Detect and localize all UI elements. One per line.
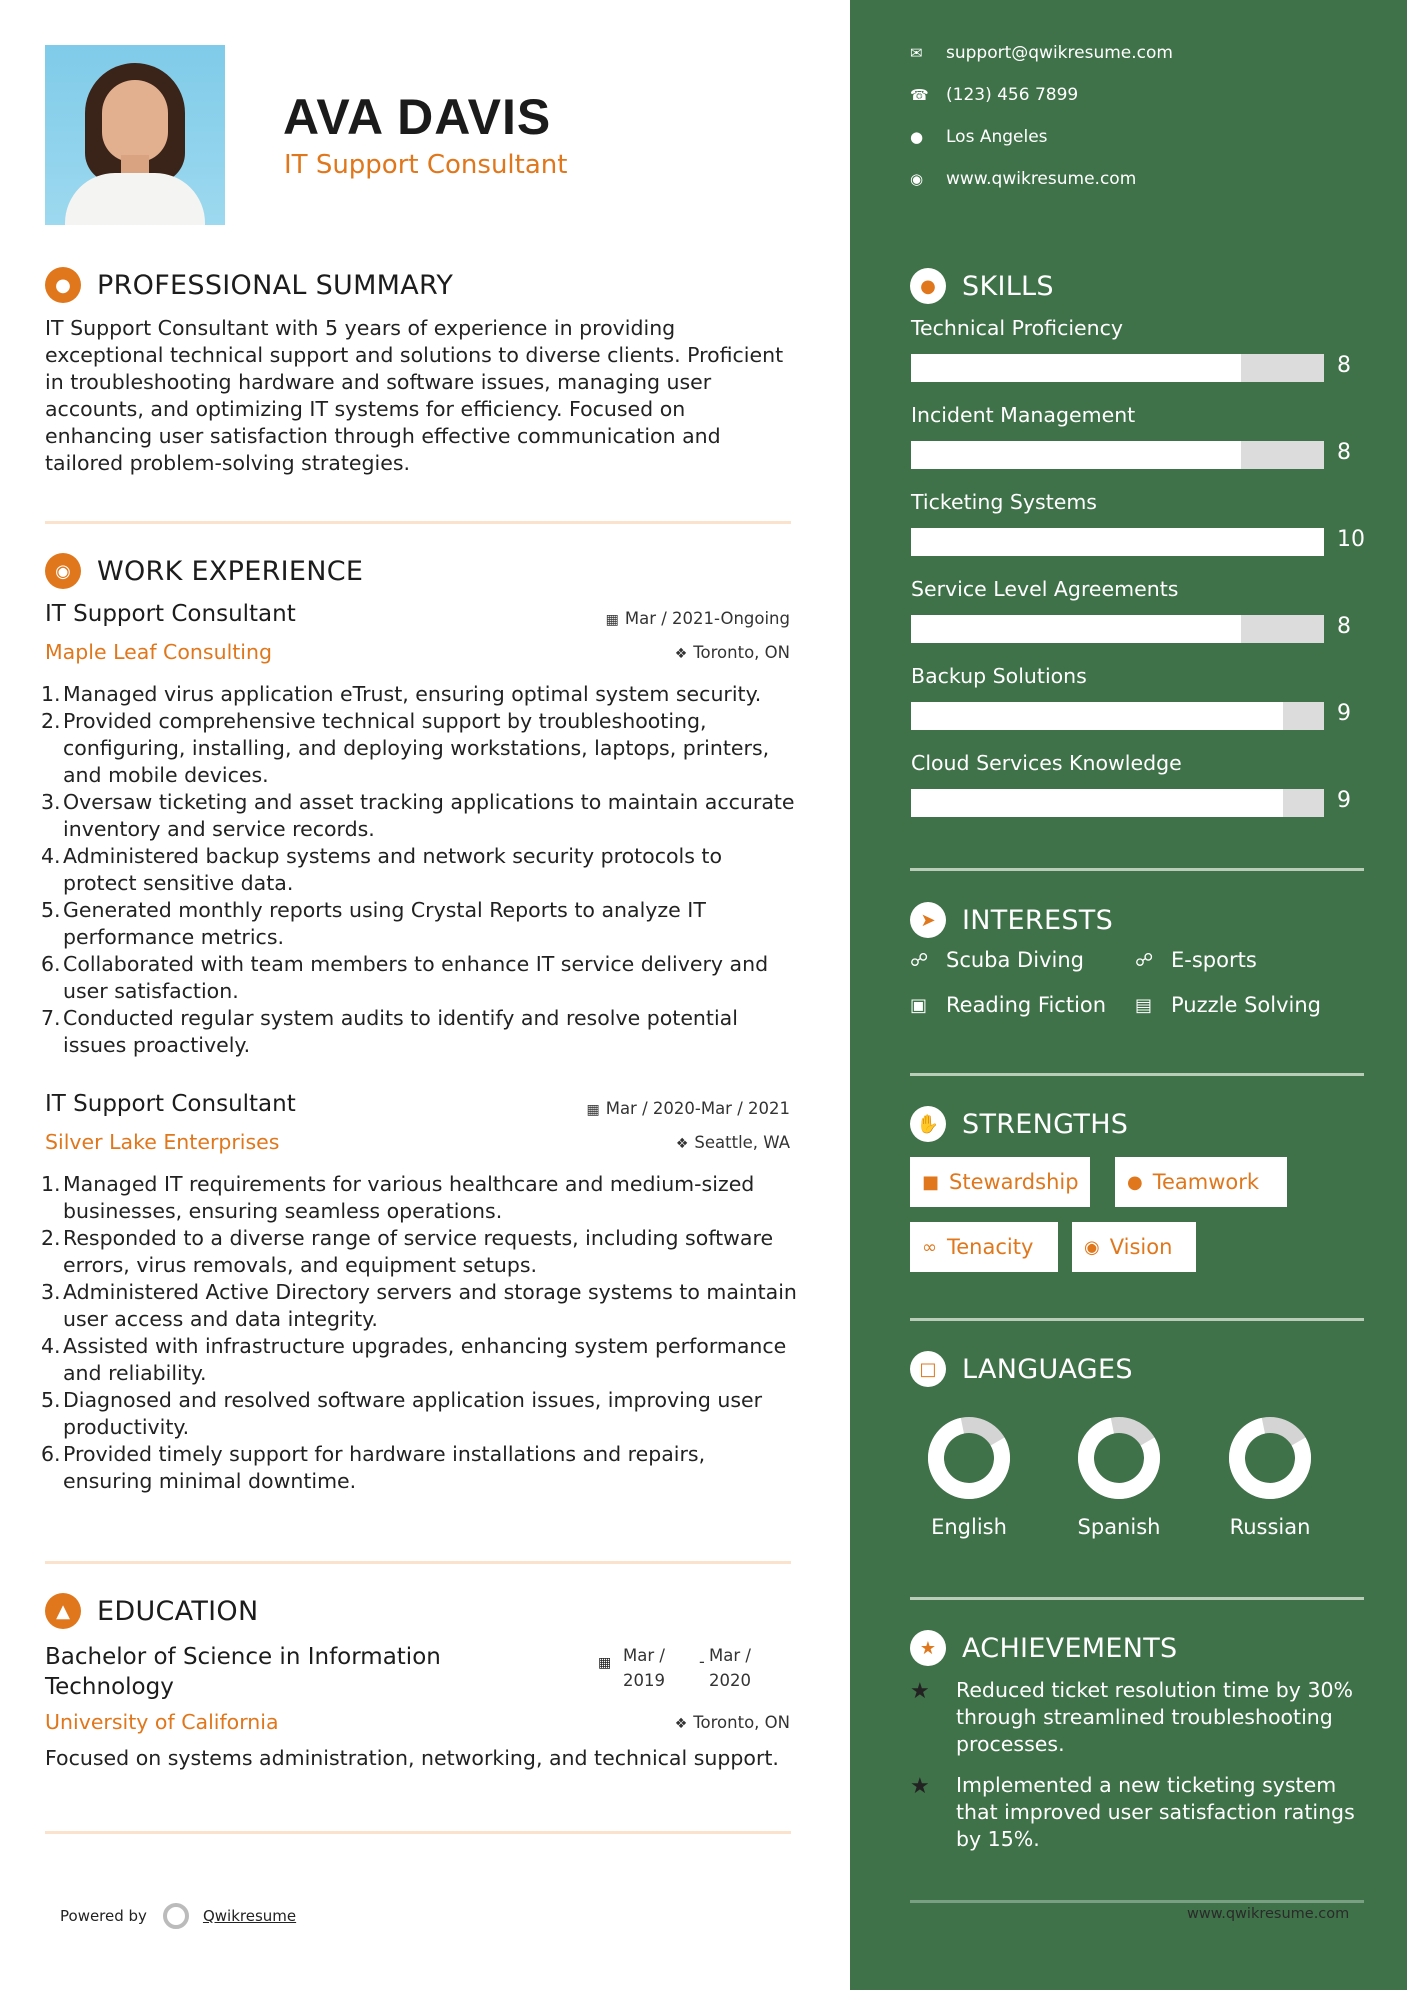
job-location: ❖ Toronto, ON (674, 643, 790, 662)
job-title: IT Support Consultant (45, 601, 296, 627)
contact-email[interactable]: ✉ support@qwikresume.com (910, 43, 1173, 63)
powered-by-label: Powered by (60, 1907, 147, 1925)
footer-powered (60, 1903, 296, 1929)
book-icon: ▤ (1135, 994, 1153, 1016)
skill-name: Incident Management (911, 403, 1136, 427)
interest-item: ☍ Scuba Diving (910, 948, 1084, 972)
achievements-heading (910, 1630, 1178, 1666)
skill-name: Technical Proficiency (911, 316, 1124, 340)
strengths-heading (910, 1106, 1128, 1142)
responsibility-item: Managed IT requirements for various healthcare and medium-sized businesses, ensuring seamless operations. (63, 1172, 755, 1223)
divider (910, 1597, 1364, 1600)
job-title: IT Support Consultant (45, 1091, 296, 1117)
education-title: EDUCATION (97, 1595, 259, 1627)
skill-value: 9 (1337, 701, 1351, 726)
experience-title: WORK EXPERIENCE (97, 555, 364, 587)
interest-item: ▣ Reading Fiction (910, 993, 1107, 1017)
binoculars-icon: ◉ (1084, 1236, 1100, 1258)
language-name: Russian (1229, 1515, 1311, 1539)
qwikresume-link[interactable]: Qwikresume (202, 1907, 297, 1925)
language-level-ring (1225, 1413, 1315, 1503)
lifebuoy-icon: ☍ (910, 949, 929, 971)
responsibility-item: Administered backup systems and network security protocols to protect sensitive data. (63, 844, 723, 895)
school: University of California (45, 1710, 279, 1734)
candidate-name: AVA DAVIS (283, 89, 552, 145)
skill-name: Cloud Services Knowledge (911, 751, 1182, 775)
achievements-title: ACHIEVEMENTS (962, 1632, 1178, 1664)
divider (910, 1073, 1364, 1076)
phone-icon: ☎ (910, 86, 929, 104)
summary-title: PROFESSIONAL SUMMARY (97, 269, 454, 301)
achievement-item: ★ Implemented a new ticketing system that improved user satisfaction ratings by 15%. (910, 1773, 1355, 1851)
skill-value: 8 (1337, 614, 1351, 639)
fist-icon: ✋ (910, 1106, 946, 1142)
education-description: Focused on systems administration, networking, and technical support. (45, 1746, 779, 1770)
divider (45, 1561, 791, 1564)
language-icon: □ (910, 1351, 946, 1387)
responsibility-item: Diagnosed and resolved software application issues, improving user productivity. (63, 1388, 763, 1439)
responsibility-item: Oversaw ticketing and asset tracking applications to maintain accurate inventory and service records. (63, 790, 795, 841)
lifebuoy-icon: ☍ (1135, 949, 1154, 971)
skill-name: Backup Solutions (911, 664, 1087, 688)
language-level-ring (924, 1413, 1014, 1503)
responsibility-item: Collaborated with team members to enhance IT service delivery and user satisfaction. (63, 952, 769, 1003)
responsibility-item: Assisted with infrastructure upgrades, enhancing system performance and reliability. (63, 1334, 787, 1385)
map-pin-icon: ● (910, 128, 924, 146)
divider (910, 1900, 1364, 1903)
interests-title: INTERESTS (962, 904, 1114, 936)
user-icon: ● (45, 267, 81, 303)
skill-bar-fill (911, 528, 1324, 556)
language-name: Spanish (1077, 1515, 1161, 1539)
skill-value: 10 (1337, 527, 1365, 552)
skill-bar-fill (911, 441, 1241, 469)
strengths-title: STRENGTHS (962, 1108, 1129, 1140)
briefcase-icon: ◉ (45, 553, 81, 589)
paper-plane-icon: ➤ (910, 902, 946, 938)
skill-name: Service Level Agreements (911, 577, 1179, 601)
job-responsibilities (63, 1171, 798, 1495)
languages-heading (910, 1351, 1133, 1387)
divider (45, 1831, 791, 1834)
contact-website[interactable]: ◉ www.qwikresume.com (910, 169, 1137, 189)
skill-bar-fill (911, 702, 1283, 730)
strength-badge: ● Teamwork (1115, 1157, 1287, 1207)
skill-bar-fill (911, 615, 1241, 643)
interests-heading (910, 902, 1113, 938)
star-icon: ★ (910, 1630, 946, 1666)
skill-bar (911, 702, 1324, 730)
skill-value: 9 (1337, 788, 1351, 813)
job-responsibilities (63, 681, 798, 1059)
language-item (1210, 1413, 1330, 1539)
skill-bar-fill (911, 789, 1283, 817)
interest-item: ☍ E-sports (1135, 948, 1257, 972)
calendar-icon: ▦ (586, 1102, 600, 1118)
footer-site[interactable]: www.qwikresume.com (1187, 1906, 1350, 1922)
responsibility-item: Managed virus application eTrust, ensuring optimal system security. (63, 682, 762, 706)
divider (45, 521, 791, 524)
education-heading (45, 1593, 258, 1629)
qwikresume-logo-icon (163, 1903, 189, 1929)
job-dates: ▦ Mar / 2020-Mar / 2021 (586, 1099, 790, 1118)
candidate-role: IT Support Consultant (284, 150, 568, 180)
link-icon: ∞ (922, 1236, 937, 1258)
divider (910, 868, 1364, 871)
date-separator: - (699, 1652, 705, 1671)
experience-heading (45, 553, 363, 589)
strength-badge: ∞ Tenacity (910, 1222, 1058, 1272)
education-start-date: Mar / 2019 (623, 1646, 665, 1690)
languages-title: LANGUAGES (962, 1353, 1133, 1385)
contact-phone[interactable]: ☎ (123) 456 7899 (910, 85, 1079, 105)
summary-text: IT Support Consultant with 5 years of experience in providing exceptional technical support and solutions to diverse clients. Proficient in troubleshooting hardware and software issues, managing user accounts, and optimizing IT systems for efficiency. Focused on enhancing user satisfaction through effective communication and tailored problem-solving strategies. (45, 316, 784, 475)
skill-value: 8 (1337, 353, 1351, 378)
graduation-icon: ▲ (45, 1593, 81, 1629)
language-item (909, 1413, 1029, 1539)
skill-bar (911, 354, 1324, 382)
responsibility-item: Provided comprehensive technical support by troubleshooting, configuring, installing, and deploying workstations, laptops, printers, and mobile devices. (63, 709, 770, 787)
divider (910, 1318, 1364, 1321)
responsibility-item: Responded to a diverse range of service requests, including software errors, virus removals, and equipment setups. (63, 1226, 774, 1277)
job-location: ❖ Seattle, WA (675, 1133, 790, 1152)
job-company: Silver Lake Enterprises (45, 1130, 280, 1154)
responsibility-item: Provided timely support for hardware installations and repairs, ensuring minimal downtime. (63, 1442, 706, 1493)
skill-bar (911, 528, 1324, 556)
responsibility-item: Generated monthly reports using Crystal Reports to analyze IT performance metrics. (63, 898, 706, 949)
pin-icon: ❖ (674, 1716, 688, 1732)
responsibility-item: Administered Active Directory servers and storage systems to maintain user access and data integrity. (63, 1280, 797, 1331)
achievement-item: ★ Reduced ticket resolution time by 30% through streamlined troubleshooting processes. (910, 1678, 1354, 1756)
language-level-ring (1074, 1413, 1164, 1503)
job-company: Maple Leaf Consulting (45, 640, 273, 664)
pin-icon: ❖ (674, 646, 688, 662)
profile-photo (45, 45, 225, 225)
shooting-star-icon: ★ (910, 1679, 930, 1704)
users-icon: ● (1127, 1171, 1143, 1193)
skill-bar-fill (911, 354, 1241, 382)
skills-title: SKILLS (962, 270, 1054, 302)
lightbulb-icon: ● (910, 268, 946, 304)
skill-bar (911, 789, 1324, 817)
skill-bar (911, 441, 1324, 469)
skill-bar (911, 615, 1324, 643)
job-dates: ▦ Mar / 2021-Ongoing (605, 609, 790, 628)
responsibility-item: Conducted regular system audits to identify and resolve potential issues proactively. (63, 1006, 738, 1057)
strength-badge: ■ Stewardship (910, 1157, 1090, 1207)
degree: Bachelor of Science in Information Technology (45, 1644, 441, 1700)
skill-name: Ticketing Systems (911, 490, 1097, 514)
language-name: English (931, 1515, 1007, 1539)
envelope-icon: ✉ (910, 44, 923, 62)
calendar-icon: ▦ (605, 612, 619, 628)
pin-icon: ❖ (675, 1136, 689, 1152)
skills-heading (910, 268, 1054, 304)
globe-icon: ◉ (910, 170, 924, 188)
summary-heading (45, 267, 453, 303)
education-location: ❖ Toronto, ON (674, 1713, 790, 1732)
gamepad-icon: ▣ (910, 994, 928, 1016)
interest-item: ▤ Puzzle Solving (1135, 993, 1321, 1017)
shooting-star-icon: ★ (910, 1774, 930, 1799)
calendar-icon: ▦ (598, 1655, 612, 1671)
education-end-date: Mar / 2020 (709, 1646, 751, 1690)
briefcase-icon: ■ (922, 1171, 940, 1193)
language-item (1059, 1413, 1179, 1539)
skill-value: 8 (1337, 440, 1351, 465)
strength-badge: ◉ Vision (1072, 1222, 1196, 1272)
contact-location: ● Los Angeles (910, 127, 1048, 147)
